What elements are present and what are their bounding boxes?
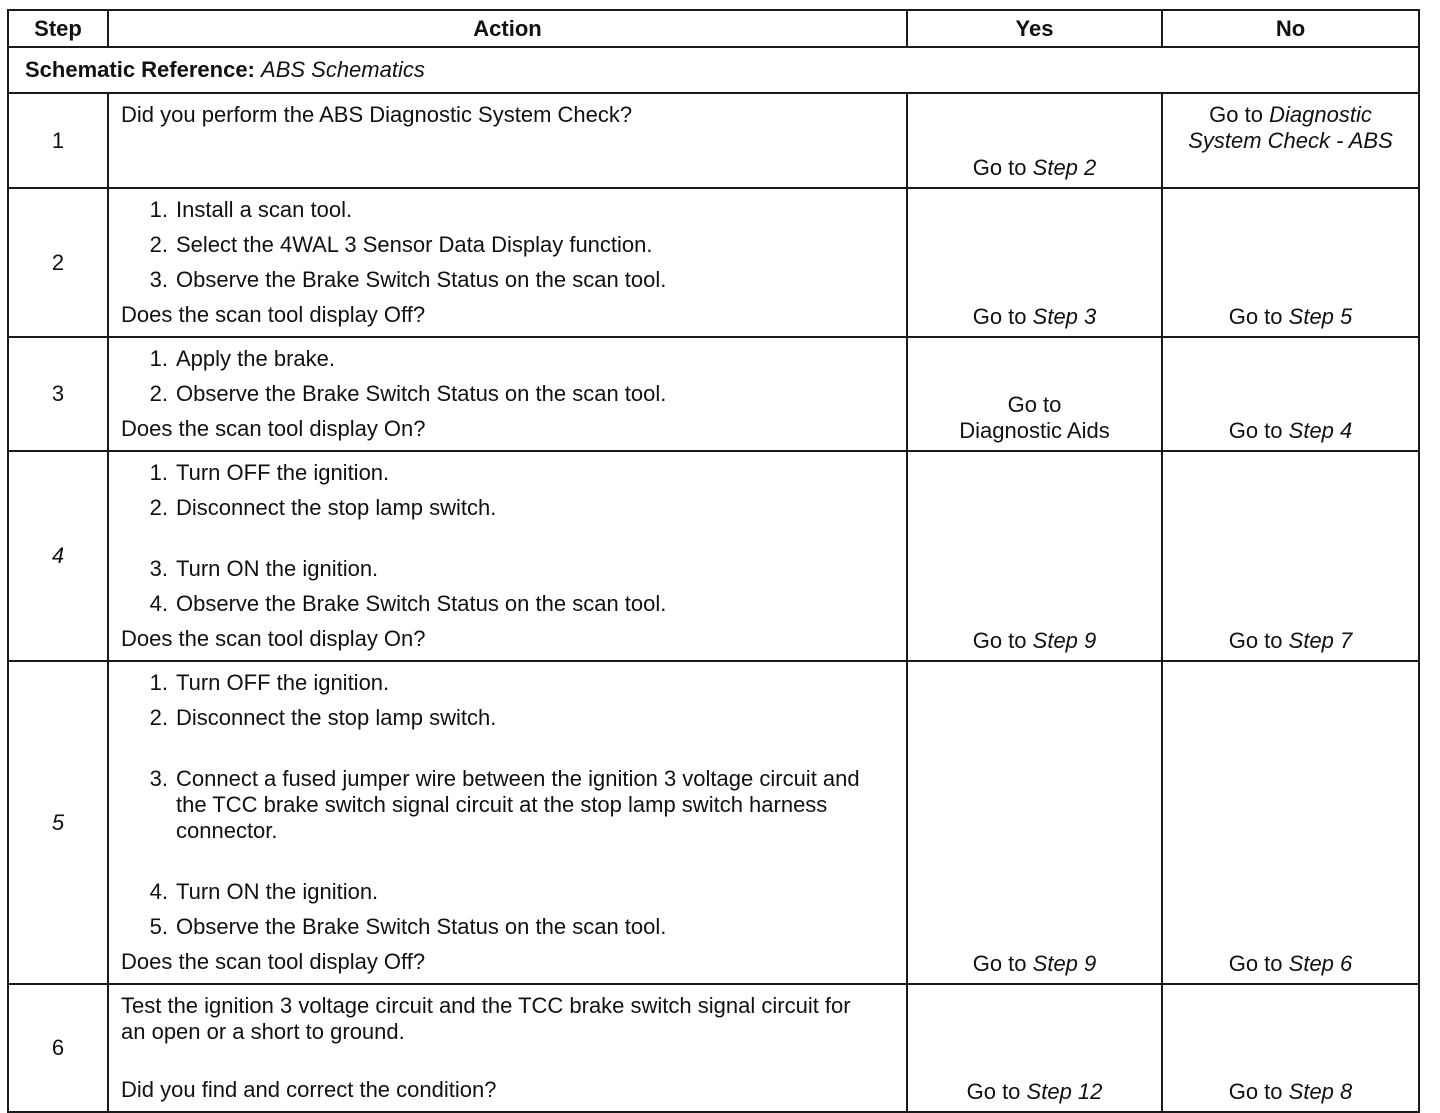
action-step <box>121 556 894 582</box>
action-step <box>121 267 894 293</box>
yes-line1: Go to <box>1007 392 1062 417</box>
step-number: 4 <box>8 451 108 661</box>
action-cell <box>108 661 907 984</box>
yes-cell <box>907 661 1162 984</box>
step-item-text: Observe the Brake Switch Status on the scan tool. <box>176 591 667 616</box>
yes-step-ref: Step 2 <box>1032 155 1097 180</box>
action-step <box>121 914 894 940</box>
step-item-text: Turn OFF the ignition. <box>176 460 390 485</box>
no-cell <box>1162 984 1419 1112</box>
header-row <box>8 10 1419 47</box>
table-row <box>8 93 1419 188</box>
no-ref-line1: Diagnostic <box>1269 102 1372 127</box>
action-step <box>121 879 894 905</box>
no-step-ref: Step 7 <box>1288 628 1353 653</box>
step-item-text: Observe the Brake Switch Status on the scan tool. <box>176 914 667 939</box>
yes-prefix: Go to <box>972 304 1027 329</box>
action-steps <box>121 670 894 949</box>
yes-cell <box>907 337 1162 451</box>
yes-step-ref: Step 12 <box>1026 1079 1103 1104</box>
step-item-text: Observe the Brake Switch Status on the scan tool. <box>176 267 667 292</box>
step-item-text: Install a scan tool. <box>176 197 353 222</box>
action-cell <box>108 93 907 188</box>
yes-step-ref: Step 3 <box>1032 304 1097 329</box>
no-prefix: Go to <box>1228 418 1283 443</box>
schematic-reference-row <box>8 47 1419 93</box>
yes-line2: Diagnostic Aids <box>959 418 1110 443</box>
step-item-text: Turn ON the ignition. <box>176 879 379 904</box>
step-number: 6 <box>8 984 108 1112</box>
no-step-ref: Step 4 <box>1288 418 1353 443</box>
step-number: 2 <box>8 188 108 337</box>
yes-step-ref: Step 9 <box>1032 628 1097 653</box>
action-question: Does the scan tool display Off? <box>121 949 426 974</box>
step-item-text: Turn OFF the ignition. <box>176 670 390 695</box>
step-number: 3 <box>8 337 108 451</box>
action-steps <box>121 197 894 302</box>
no-prefix: Go to <box>1228 628 1283 653</box>
action-question: Did you find and correct the condition? <box>121 1077 497 1102</box>
action-cell <box>108 451 907 661</box>
action-step <box>121 197 894 223</box>
table-row <box>8 188 1419 337</box>
step-item-number: 3. <box>149 766 168 791</box>
action-cell <box>108 984 907 1112</box>
no-cell <box>1162 661 1419 984</box>
action-steps <box>121 460 894 626</box>
action-cell <box>108 188 907 337</box>
diagnostic-table <box>7 9 1420 1113</box>
schematic-reference-value: ABS Schematics <box>261 57 425 82</box>
action-step <box>121 460 894 486</box>
no-step-ref: Step 8 <box>1288 1079 1353 1104</box>
yes-cell <box>907 984 1162 1112</box>
step-item-number: 4. <box>149 879 168 904</box>
step-item-number: 2. <box>149 381 168 406</box>
step-number: 1 <box>8 93 108 188</box>
step-item-number: 1. <box>149 670 168 695</box>
header-yes: Yes <box>907 10 1162 47</box>
step-item-text: Apply the brake. <box>176 346 335 371</box>
yes-cell <box>907 451 1162 661</box>
action-steps <box>121 346 894 416</box>
header-action: Action <box>108 10 907 47</box>
action-text: Test the ignition 3 voltage circuit and the TCC brake switch signal circuit for an open or a short to ground. <box>121 993 851 1044</box>
table-row <box>8 337 1419 451</box>
step-item-text: Observe the Brake Switch Status on the scan tool. <box>176 381 667 406</box>
step-item-number: 1. <box>149 197 168 222</box>
header-no: No <box>1162 10 1419 47</box>
action-step <box>121 766 894 844</box>
action-step <box>121 495 894 521</box>
step-item-number: 4. <box>149 591 168 616</box>
header-step: Step <box>8 10 108 47</box>
action-question: Does the scan tool display On? <box>121 626 426 651</box>
step-item-number: 2. <box>149 495 168 520</box>
action-step <box>121 232 894 258</box>
no-cell <box>1162 93 1419 188</box>
no-prefix: Go to <box>1209 102 1263 127</box>
no-step-ref: Step 5 <box>1288 304 1353 329</box>
yes-cell <box>907 93 1162 188</box>
yes-prefix: Go to <box>972 628 1027 653</box>
action-question: Does the scan tool display On? <box>121 416 426 441</box>
action-step <box>121 591 894 617</box>
step-item-number: 5. <box>149 914 168 939</box>
step-item-text: Select the 4WAL 3 Sensor Data Display function. <box>176 232 653 257</box>
step-number: 5 <box>8 661 108 984</box>
step-item-number: 1. <box>149 346 168 371</box>
no-cell <box>1162 188 1419 337</box>
step-item-text: Disconnect the stop lamp switch. <box>176 705 497 730</box>
step-item-text: Disconnect the stop lamp switch. <box>176 495 497 520</box>
step-item-number: 3. <box>149 556 168 581</box>
action-question: Does the scan tool display Off? <box>121 302 426 327</box>
no-prefix: Go to <box>1228 304 1283 329</box>
schematic-reference <box>8 47 1419 93</box>
schematic-reference-label: Schematic Reference: <box>25 57 255 82</box>
table-row <box>8 451 1419 661</box>
no-cell <box>1162 337 1419 451</box>
table-row <box>8 984 1419 1112</box>
action-step <box>121 346 894 372</box>
step-item-text: Turn ON the ignition. <box>176 556 379 581</box>
yes-cell <box>907 188 1162 337</box>
action-question: Did you perform the ABS Diagnostic System Check? <box>121 102 633 127</box>
step-item-number: 1. <box>149 460 168 485</box>
step-item-number: 2. <box>149 232 168 257</box>
no-cell <box>1162 451 1419 661</box>
action-step <box>121 381 894 407</box>
no-prefix: Go to <box>1228 1079 1283 1104</box>
yes-prefix: Go to <box>966 1079 1021 1104</box>
action-step <box>121 705 894 731</box>
step-item-text: Connect a fused jumper wire between the ignition 3 voltage circuit and the TCC brake switch signal circuit at the stop lamp switch harness connector. <box>176 766 860 843</box>
yes-step-ref: Step 9 <box>1032 951 1097 976</box>
action-cell <box>108 337 907 451</box>
yes-prefix: Go to <box>972 951 1027 976</box>
yes-prefix: Go to <box>972 155 1027 180</box>
step-item-number: 2. <box>149 705 168 730</box>
step-item-number: 3. <box>149 267 168 292</box>
no-prefix: Go to <box>1228 951 1283 976</box>
no-step-ref: Step 6 <box>1288 951 1353 976</box>
table-row <box>8 661 1419 984</box>
no-ref-line2: System Check - ABS <box>1188 128 1393 153</box>
action-step <box>121 670 894 696</box>
